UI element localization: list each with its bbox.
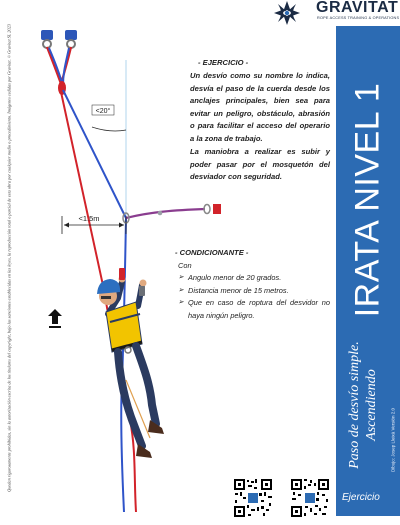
panel-subtitle-line2: Ascendiendo bbox=[364, 369, 379, 441]
legal-strip bbox=[0, 0, 18, 516]
condition-item: ➢ Que en caso de roptura del desvidor no haya ningún peligro. bbox=[178, 297, 330, 322]
deviation-anchor-icon bbox=[213, 204, 221, 214]
panel-subtitle bbox=[346, 315, 380, 495]
condition-item: ➢ Distancia menor de 15 metros. bbox=[178, 285, 330, 297]
panel-footer: Ejercicio bbox=[342, 492, 380, 503]
panel-title: IRATA NIVEL 1 bbox=[348, 82, 387, 318]
climber-figure bbox=[97, 268, 164, 458]
panel-subtitle-line1: Paso de desvío simple. bbox=[347, 341, 362, 469]
ascend-arrow-icon bbox=[48, 309, 62, 328]
distance-label: <1.5m bbox=[78, 214, 100, 223]
rope-deviation-illustration bbox=[20, 20, 340, 516]
logo-name: GRAVITAT bbox=[316, 0, 399, 16]
exercise-title: - EJERCICIO - bbox=[198, 58, 249, 67]
deviation-sling bbox=[126, 209, 205, 218]
condition-item: ➢ Angulo menor de 20 grados. bbox=[178, 272, 330, 284]
helmet-icon bbox=[97, 279, 120, 294]
angle-label: <20° bbox=[95, 108, 111, 115]
qr-code-1-icon bbox=[233, 478, 273, 518]
logo-tagline: ROPE ACCESS TRAINING & OPERATIONS bbox=[317, 16, 400, 20]
panel-author: Dibujo: Josep Lleixà Versión 2.0 bbox=[390, 407, 396, 473]
exercise-paragraph-1: Un desvío como su nombre lo indica, desvía el paso de la cuerda desde los anclajes principales, bien sea para evitar un peligro, obstáculo, abrasión o para facilitar el acceso del operario a la zona de trabajo. bbox=[190, 71, 330, 143]
anchor-right-icon bbox=[65, 30, 77, 48]
qr-code-2-icon bbox=[290, 478, 330, 518]
legal-notice: Quedan rigurosamente prohibidas, sin la autorización escrita de los titulares del copyright, bajo las sanciones establecidas en las leyes, la reproducción total o parcial de esta obra por cualquier medio o procedimiento. Imágenes cedidas por Gravitat. © Gravitat SL 2023 bbox=[6, 24, 12, 492]
anchor-left-icon bbox=[41, 30, 53, 48]
exercise-paragraph-2: La maniobra a realizar es subir y poder pasar por el mosquetón del desviador con seguridad. bbox=[190, 147, 330, 182]
conditions-intro: Con bbox=[178, 261, 192, 270]
conditions-title: - CONDICIONANTE - bbox=[175, 248, 249, 257]
